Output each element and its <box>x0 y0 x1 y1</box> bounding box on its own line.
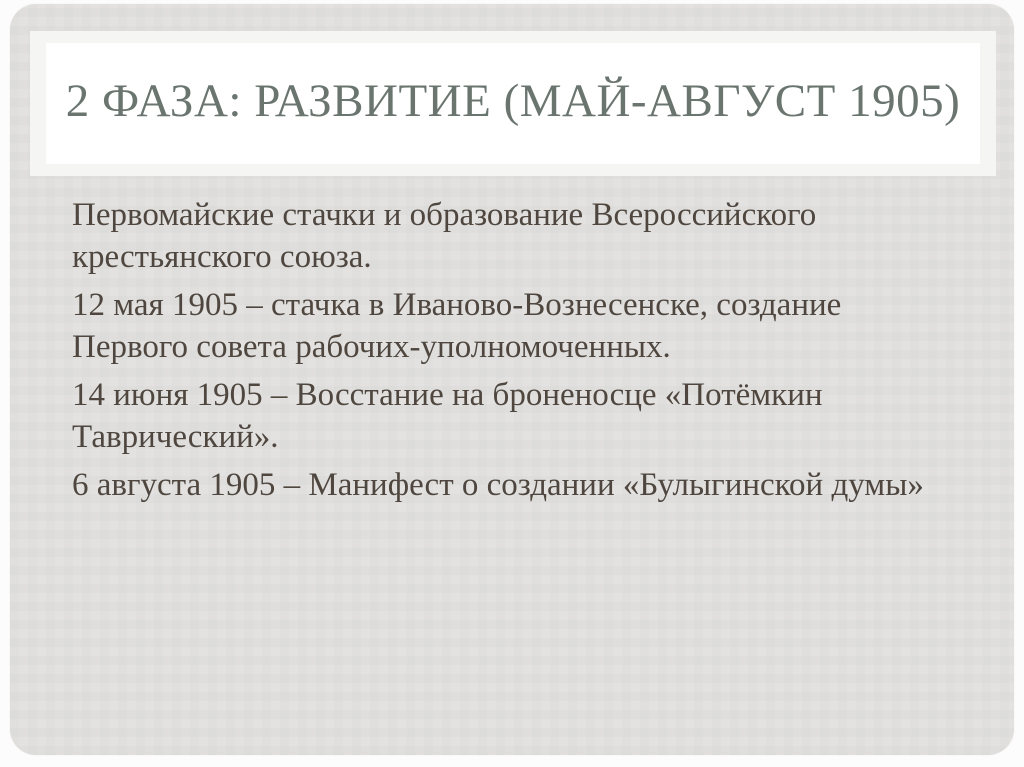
slide-title-box-inner <box>46 43 980 164</box>
paragraph-line: 12 мая 1905 – стачка в Иваново-Вознесенске, создание <box>72 287 842 323</box>
paragraph-line: 6 августа 1905 – Манифест о создании «Булыгинской думы» <box>72 467 924 503</box>
body-paragraph-3 <box>72 374 982 458</box>
paragraph-line: крестьянского союза. <box>72 239 372 275</box>
slide-body <box>72 194 982 512</box>
paragraph-line: Первомайские стачки и образование Всероссийского <box>72 197 817 233</box>
paragraph-line: Таврический». <box>72 419 279 455</box>
paragraph-line: Первого совета рабочих-уполномоченных. <box>72 329 671 365</box>
slide-title-box <box>30 31 996 176</box>
body-paragraph-4 <box>72 464 982 506</box>
slide-title: 2 ФАЗА: РАЗВИТИЕ (МАЙ-АВГУСТ 1905) <box>65 75 961 127</box>
presentation-slide <box>10 4 1014 755</box>
paragraph-line: 14 июня 1905 – Восстание на броненосце «Потёмкин <box>72 377 823 413</box>
body-paragraph-2 <box>72 284 982 368</box>
body-paragraph-1 <box>72 194 982 278</box>
